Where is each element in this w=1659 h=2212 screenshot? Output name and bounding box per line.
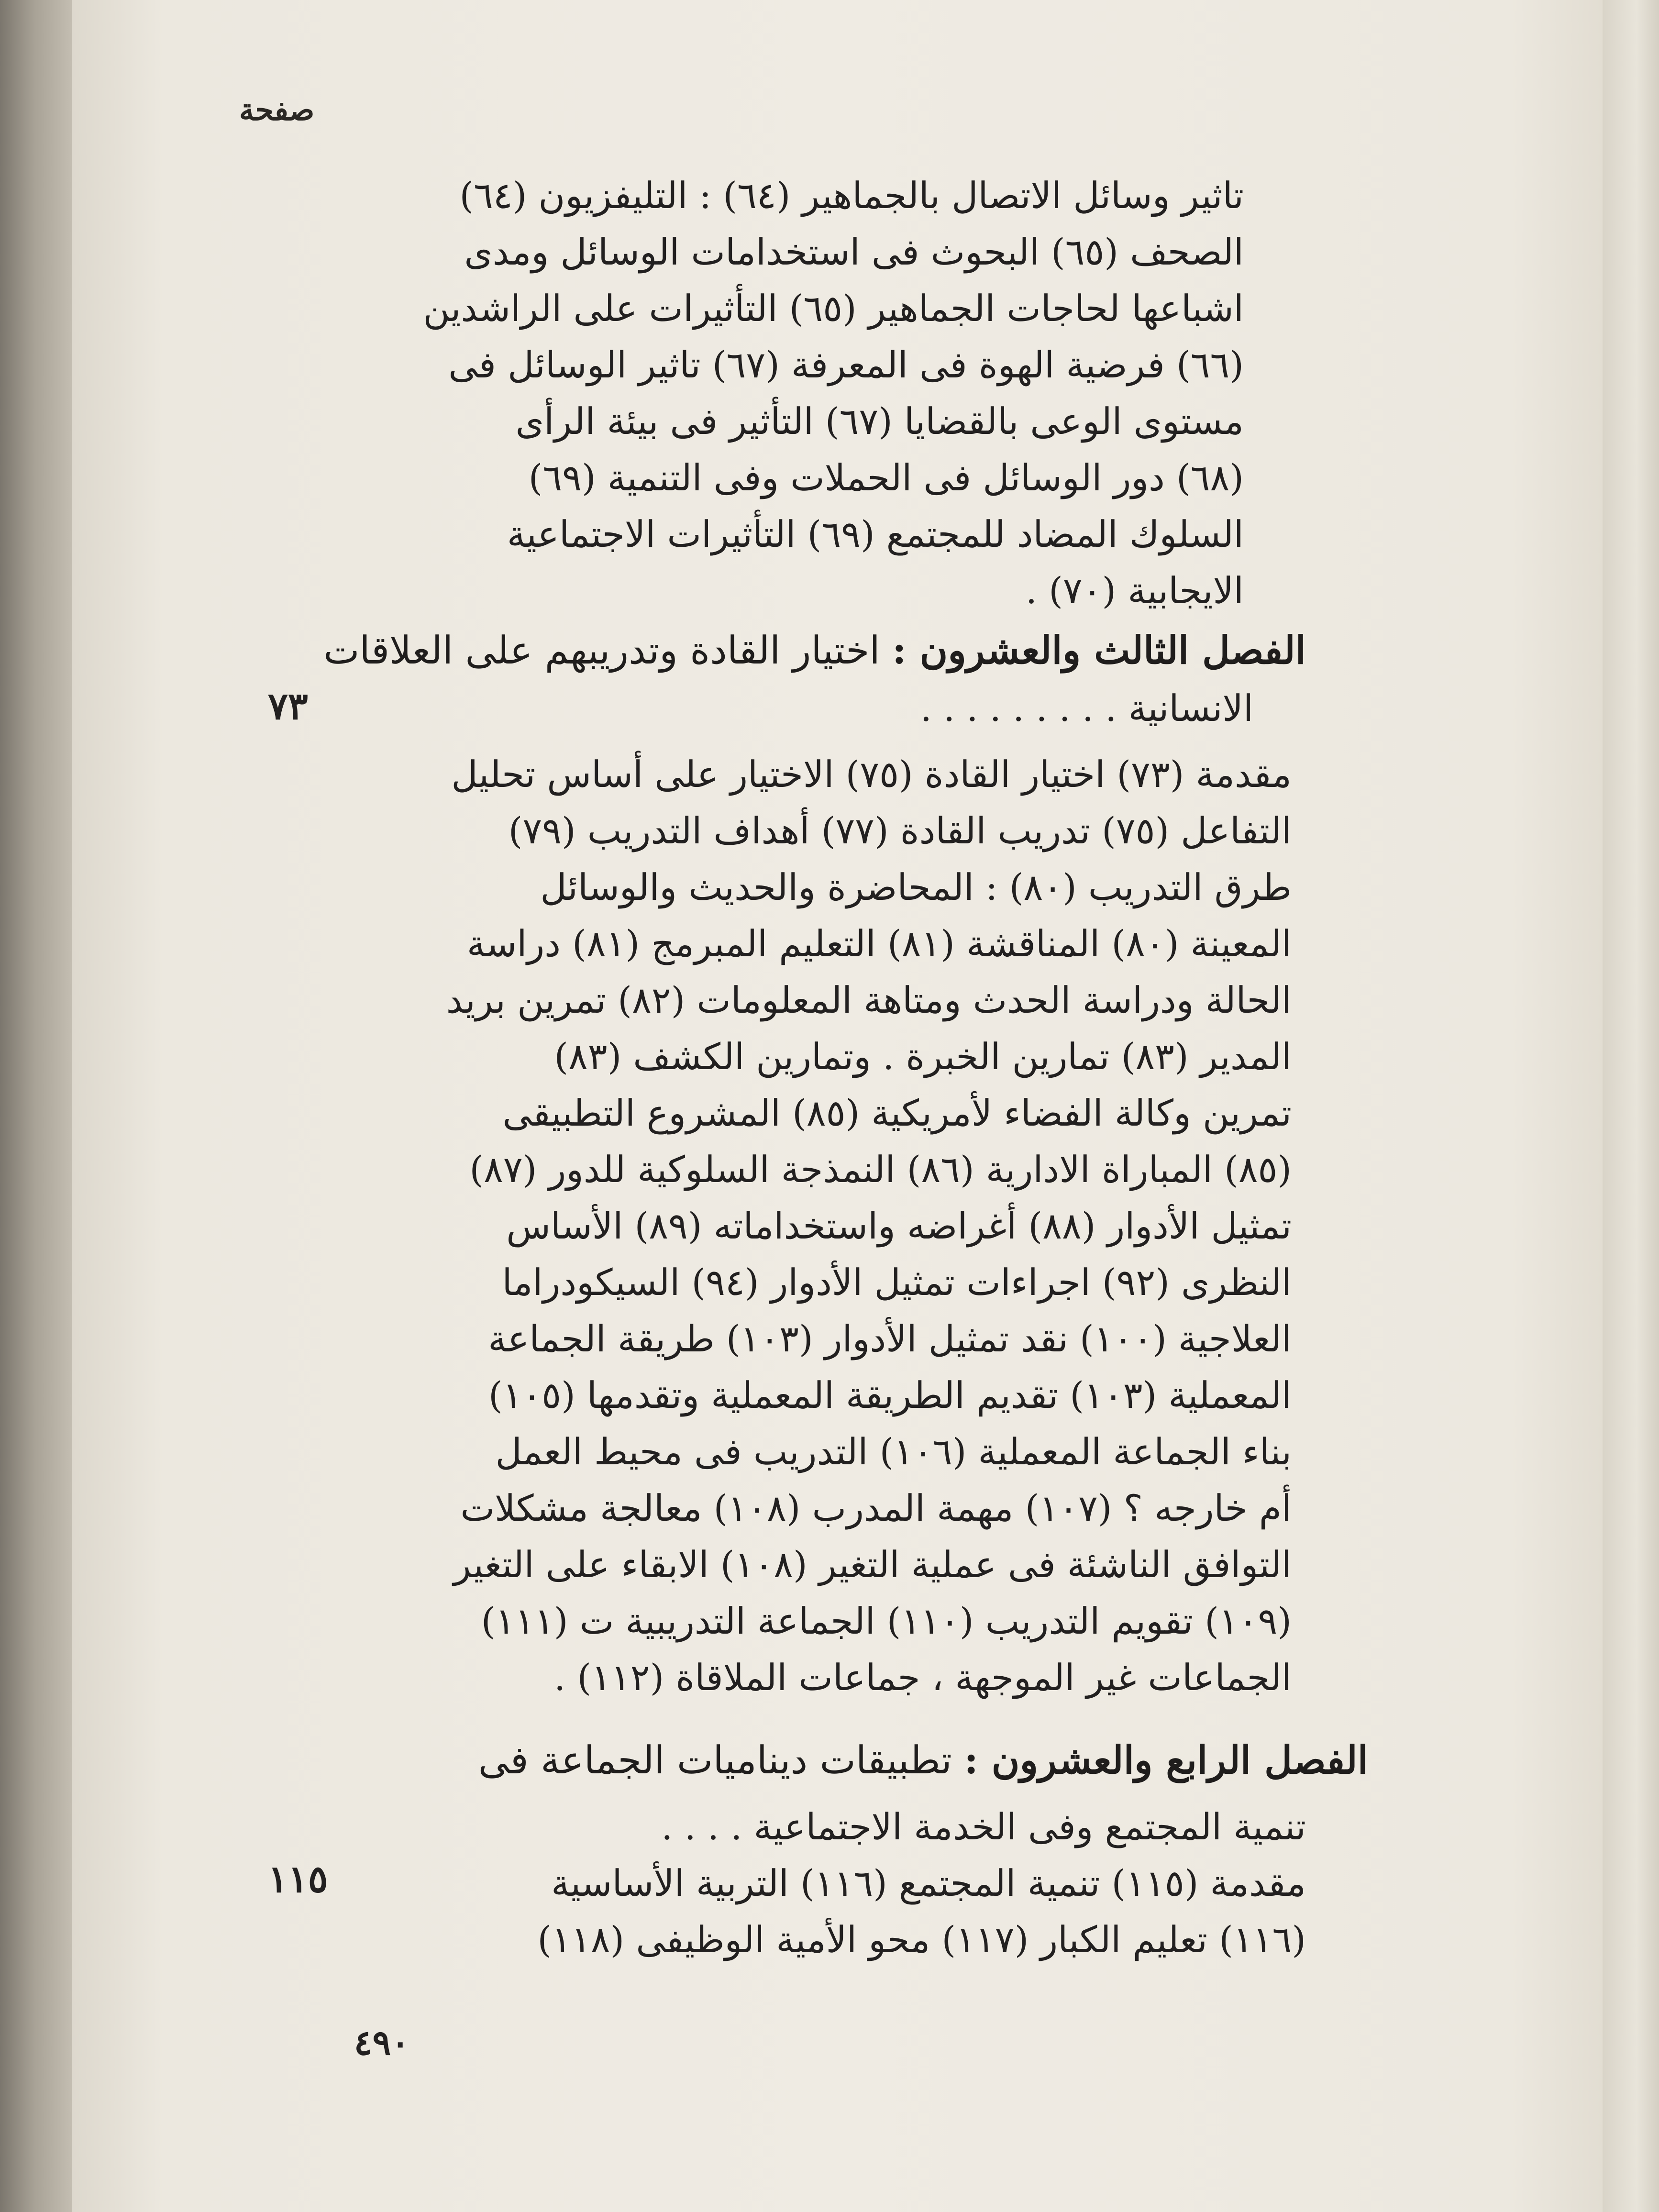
toc-line: مستوى الوعى بالقضايا (٦٧) التأثير فى بيئة الرأى: [515, 400, 1244, 442]
toc-line: مقدمة (١١٥) تنمية المجتمع (١١٦) التربية الأساسية: [551, 1862, 1306, 1904]
page-column-label: صفحة: [239, 92, 315, 127]
chapter-24-heading: [431, 1732, 1368, 1789]
chapter-24-label: الفصل الرابع والعشرون :: [964, 1737, 1368, 1782]
toc-line: تمثيل الأدوار (٨٨) أغراضه واستخداماته (٨٩) الأساس: [506, 1205, 1292, 1247]
toc-line: مقدمة (٧٣) اختيار القادة (٧٥) الاختيار على أساس تحليل: [451, 753, 1292, 796]
toc-line: التوافق الناشئة فى عملية التغير (١٠٨) الابقاء على التغير: [453, 1543, 1292, 1586]
toc-line: النظرى (٩٢) اجراءات تمثيل الأدوار (٩٤) السيكودراما: [502, 1261, 1292, 1304]
book-spine: [0, 0, 77, 2212]
toc-line: تمرين وكالة الفضاء لأمريكية (٨٥) المشروع التطبيقى: [502, 1092, 1292, 1134]
toc-line: الايجابية (٧٠) .: [1025, 569, 1244, 612]
toc-line: الحالة ودراسة الحدث ومتاهة المعلومات (٨٢) تمرين بريد: [446, 979, 1292, 1021]
chapter-24-page-number: ١١٥: [268, 1858, 328, 1901]
chapter-23-title-continued: الانسانية . . . . . . . . .: [920, 687, 1253, 730]
toc-entry-block-1: [411, 167, 1244, 619]
toc-line: أم خارجه ؟ (١٠٧) مهمة المدرب (١٠٨) معالجة مشكلات: [460, 1487, 1292, 1529]
toc-line: (١٠٩) تقويم التدريب (١١٠) الجماعة التدريبية ت (١١١): [481, 1600, 1292, 1642]
chapter-23-label: الفصل الثالث والعشرون :: [892, 628, 1306, 673]
toc-line: (١١٦) تعليم الكبار (١١٧) محو الأمية الوظيفى (١١٨): [537, 1918, 1306, 1961]
toc-line: الجماعات غير الموجهة ، جماعات الملاقاة (١١٢) .: [554, 1656, 1292, 1699]
toc-line: (٨٥) المباراة الادارية (٨٦) النمذجة السلوكية للدور (٨٧): [469, 1148, 1292, 1191]
toc-line: تنمية المجتمع وفى الخدمة الاجتماعية . . . .: [661, 1805, 1306, 1848]
toc-line: اشباعها لحاجات الجماهير (٦٥) التأثيرات على الراشدين: [423, 287, 1244, 330]
toc-entry-block-3: [431, 1799, 1306, 1968]
page-edge: [1603, 0, 1659, 2212]
toc-line: المدير (٨٣) تمارين الخبرة . وتمارين الكشف (٨٣): [554, 1035, 1292, 1078]
toc-line: بناء الجماعة المعملية (١٠٦) التدريب فى محيط العمل: [495, 1430, 1292, 1473]
toc-line: السلوك المضاد للمجتمع (٦٩) التأثيرات الاجتماعية: [507, 513, 1244, 555]
toc-line: تاثير وسائل الاتصال بالجماهير (٦٤) : التليفزيون (٦٤): [459, 174, 1244, 217]
toc-line: العلاجية (١٠٠) نقد تمثيل الأدوار (١٠٣) طريقة الجماعة: [488, 1317, 1292, 1360]
toc-line: طرق التدريب (٨٠) : المحاضرة والحديث والوسائل: [540, 866, 1292, 908]
toc-line: التفاعل (٧٥) تدريب القادة (٧٧) أهداف التدريب (٧٩): [508, 809, 1292, 852]
toc-line: (٦٨) دور الوسائل فى الحملات وفى التنمية (٦٩): [528, 456, 1244, 499]
toc-line: المعملية (١٠٣) تقديم الطريقة المعملية وتقدمها (١٠٥): [488, 1374, 1292, 1416]
toc-line: (٦٦) فرضية الهوة فى المعرفة (٦٧) تاثير الوسائل فى: [448, 343, 1244, 386]
toc-line: الصحف (٦٥) البحوث فى استخدامات الوسائل ومدى: [464, 231, 1244, 273]
page-number: ٤٩٠: [354, 2022, 410, 2063]
toc-entry-block-2: [421, 746, 1292, 1706]
toc-line: المعينة (٨٠) المناقشة (٨١) التعليم المبرمج (٨١) دراسة: [466, 922, 1292, 965]
chapter-23-page-number: ٧٣: [268, 685, 308, 728]
chapter-23-heading: [323, 622, 1306, 679]
chapter-24-title: تطبيقات ديناميات الجماعة فى: [478, 1738, 952, 1782]
chapter-23-title: اختيار القادة وتدريبهم على العلاقات: [323, 628, 880, 673]
